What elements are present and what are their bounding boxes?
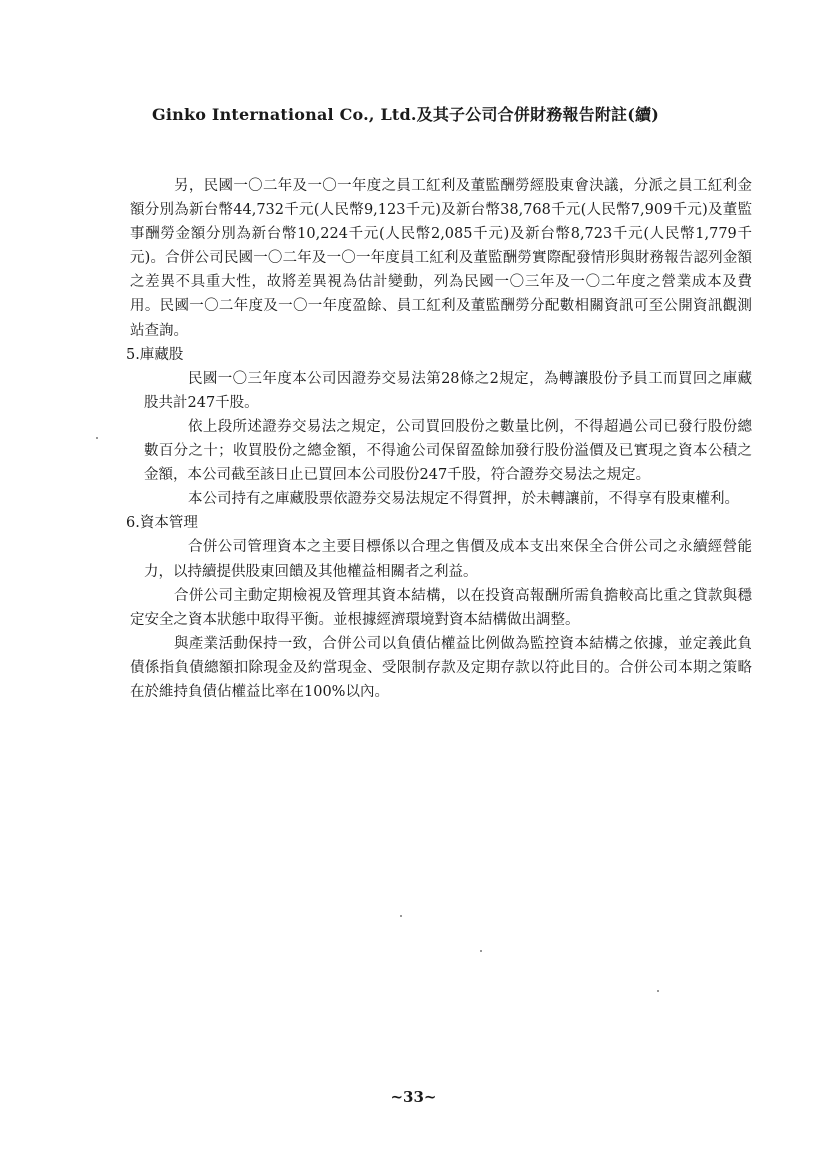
paragraph-treasury-buyback: 民國一〇三年度本公司因證券交易法第28條之2規定，為轉讓股份予員工而買回之庫藏股共計247千股。 [144,370,752,411]
scan-speck [400,915,402,917]
scan-speck [657,990,659,992]
section-heading-treasury-stock: 5.庫藏股 [126,346,184,363]
page-header-title: Ginko International Co., Ltd.及其子公司合併財務報告附註(續) [152,105,659,124]
page-number: ~33~ [390,1088,437,1106]
paragraph-capital-review: 合併公司主動定期檢視及管理其資本結構，以在投資高報酬所需負擔較高比重之貸款與穩定安全之資本狀態中取得平衡。並根據經濟環境對資本結構做出調整。 [130,587,752,628]
paragraph-capital-ratio: 與產業活動保持一致，合併公司以負債佔權益比例做為監控資本結構之依據，並定義此負債係指負債總額扣除現金及約當現金、受限制存款及定期存款以符此目的。合併公司本期之策略在於維持負債佔權益比率在100%以內。 [130,635,752,700]
paragraph-treasury-rights: 本公司持有之庫藏股票依證券交易法規定不得質押，於未轉讓前，不得享有股東權利。 [188,491,739,508]
scan-speck [480,950,482,952]
section-heading-capital-management: 6.資本管理 [126,515,198,532]
paragraph-capital-objective: 合併公司管理資本之主要目標係以合理之售價及成本支出來保全合併公司之永續經營能力，以持續提供股東回饋及其他權益相關者之利益。 [144,539,752,580]
scan-speck [96,437,98,439]
paragraph-employee-bonus: 另，民國一〇二年及一〇一年度之員工紅利及董監酬勞經股東會決議，分派之員工紅利金額分別為新台幣44,732千元(人民幣9,123千元)及新台幣38,768千元(人民幣7,909千元)及董監事酬勞金額分別為新台幣10,224千元(人民幣2,085千元)及新台幣8,723千元(人民幣1,779千元)。合併公司民國一〇二年及一〇一年度員工紅利及董監酬勞實際配發情形與財務報告認列金額之差異不具重大性，故將差異視為估計變動，列為民國一〇三年及一〇二年度之營業成本及費用。民國一〇二年度及一〇一年度盈餘、員工紅利及董監酬勞分配數相關資訊可至公開資訊觀測站查詢。 [130,178,752,339]
document-body [126,174,752,704]
paragraph-treasury-limits: 依上段所述證券交易法之規定，公司買回股份之數量比例，不得超過公司已發行股份總數百分之十；收買股份之總金額，不得逾公司保留盈餘加發行股份溢價及已實現之資本公積之金額，本公司截至該日止已買回本公司股份247千股，符合證券交易法之規定。 [144,418,752,484]
